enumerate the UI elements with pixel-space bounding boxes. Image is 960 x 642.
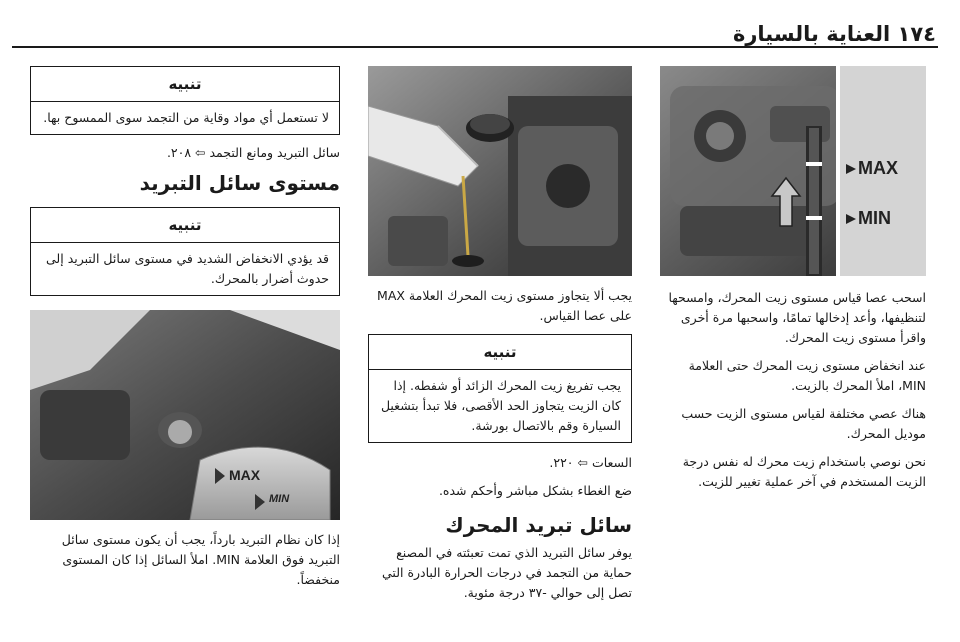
left-column bbox=[30, 66, 340, 598]
caption-max-level: يجب ألا يتجاوز مستوى زيت المحرك العلامة MAX على عصا القياس. bbox=[377, 288, 632, 323]
notice-body: لا تستعمل أي مواد وقاية من التجمد سوى الممسوح بها. bbox=[43, 110, 329, 125]
paragraph-capacities-ref: السعات ⇦ ٢٢٠. bbox=[549, 455, 632, 470]
paragraph-min-level: عند انخفاض مستوى زيت المحرك حتى العلامة MIN، املأ المحرك بالزيت. bbox=[688, 358, 926, 393]
notice-title: تنبيه bbox=[31, 67, 339, 102]
coolant-reservoir-illustration bbox=[30, 310, 340, 520]
reservoir-min-label: MIN bbox=[269, 493, 290, 505]
notice-body: يجب تفريغ زيت المحرك الزائد أو شفطه. إذا كان الزيت يتجاوز الحد الأقصى، فلا تبدأ بتشغيل السيارة وقم بالاتصال بورشة. bbox=[380, 378, 621, 433]
notice-box-antifreeze bbox=[30, 66, 340, 135]
right-column bbox=[660, 66, 926, 500]
dipstick-max-label: MAX bbox=[858, 158, 898, 178]
section-heading-coolant-level: مستوى سائل التبريد bbox=[139, 171, 340, 195]
paragraph-cap-tighten: ضع الغطاء بشكل مباشر وأحكم شده. bbox=[438, 483, 632, 498]
page-title: ١٧٤ العناية بالسيارة bbox=[732, 22, 936, 46]
paragraph-oil-recommendation: نحن نوصي باستخدام زيت محرك له نفس درجة الزيت المستخدم في آخر عملية تغيير للزيت. bbox=[682, 454, 926, 489]
paragraph-coolant-check: إذا كان نظام التبريد بارداً، يجب أن يكون مستوى سائل التبريد فوق العلامة MIN. املأ السائل إذا كان المستوى منخفضاً. bbox=[61, 532, 340, 587]
coolant-reservoir-photo bbox=[30, 310, 340, 520]
header-divider bbox=[12, 46, 938, 48]
oil-filling-illustration bbox=[368, 66, 632, 276]
paragraph-dipstick-variants: هناك عصي مختلفة لقياس مستوى الزيت حسب موديل المحرك. bbox=[681, 406, 926, 441]
page-header bbox=[0, 14, 960, 48]
paragraph-coolant-ref: سائل التبريد ومانع التجمد ⇦ ٢٠٨. bbox=[166, 145, 340, 160]
oil-filling-photo bbox=[368, 66, 632, 276]
notice-title: تنبيه bbox=[31, 208, 339, 243]
dipstick-photo bbox=[660, 66, 926, 276]
reservoir-max-label: MAX bbox=[229, 467, 261, 483]
notice-box-low-coolant bbox=[30, 207, 340, 296]
dipstick-min-label: MIN bbox=[858, 208, 891, 228]
paragraph-coolant-protection: يوفر سائل التبريد الذي تمت تعبئته في المصنع حماية من التجمد في درجات الحرارة البادرة التي تصل إلى حوالي -٣٧ درجة مئوية. bbox=[382, 545, 632, 600]
notice-title: تنبيه bbox=[369, 335, 631, 370]
paragraph-check-oil: اسحب عصا قياس مستوى زيت المحرك، وامسحها لتنظيفها، وأعد إدخالها تمامًا، واسحبها مرة أخرى واقرأ مستوى زيت المحرك. bbox=[668, 290, 926, 345]
middle-column bbox=[368, 66, 632, 611]
section-heading-engine-coolant: سائل تبريد المحرك bbox=[445, 513, 632, 537]
notice-body: قد يؤدي الانخفاض الشديد في مستوى سائل التبريد إلى حدوث أضرار بالمحرك. bbox=[46, 251, 329, 286]
notice-box-excess-oil bbox=[368, 334, 632, 443]
